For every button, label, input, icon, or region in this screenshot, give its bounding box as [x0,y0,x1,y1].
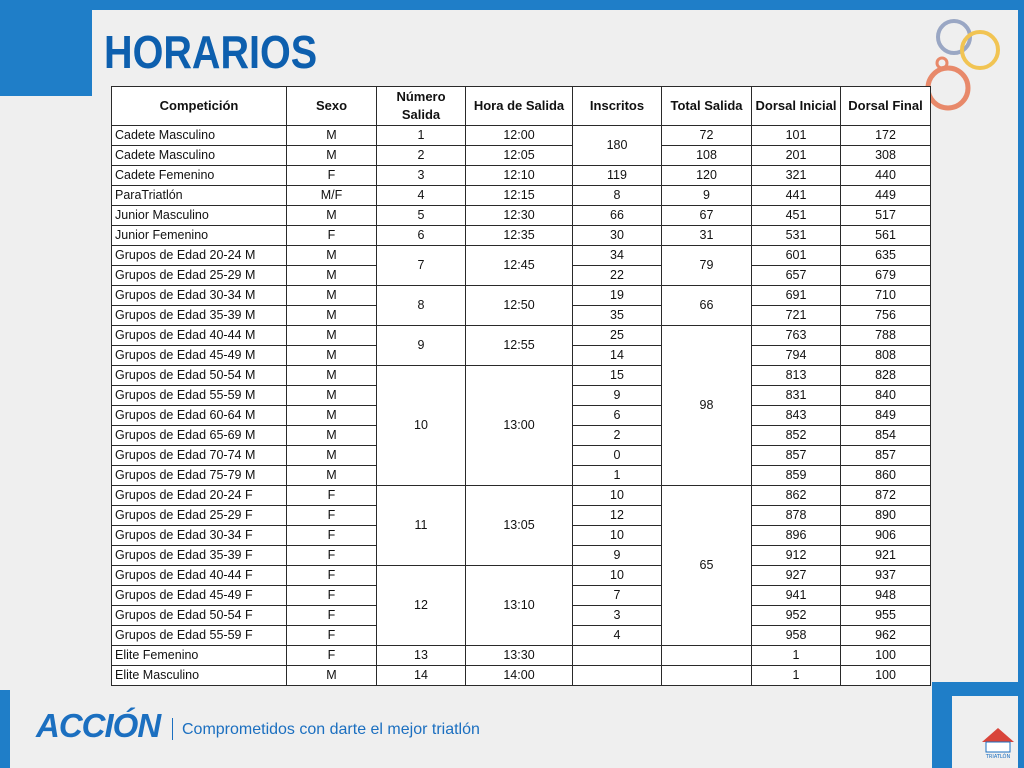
cell-sexo: F [287,526,377,546]
cell-hora-salida: 12:30 [466,206,573,226]
cell-dorsal-final: 808 [841,346,931,366]
cell-inscritos: 19 [573,286,662,306]
cell-sexo: F [287,486,377,506]
cell-numero-salida: 3 [377,166,466,186]
cell-total-salida: 98 [662,326,752,486]
cell-competicion: Grupos de Edad 65-69 M [112,426,287,446]
cell-total-salida: 31 [662,226,752,246]
cell-sexo: F [287,566,377,586]
cell-inscritos [573,646,662,666]
header-hora-salida: Hora de Salida [466,87,573,126]
cell-dorsal-final: 635 [841,246,931,266]
cell-competicion: Elite Femenino [112,646,287,666]
cell-dorsal-final: 948 [841,586,931,606]
cell-dorsal-inicial: 862 [752,486,841,506]
cell-dorsal-final: 561 [841,226,931,246]
cell-sexo: M/F [287,186,377,206]
cell-competicion: Junior Masculino [112,206,287,226]
cell-numero-salida: 14 [377,666,466,686]
cell-sexo: M [287,466,377,486]
cell-inscritos [573,666,662,686]
cell-dorsal-inicial: 794 [752,346,841,366]
cell-competicion: Grupos de Edad 35-39 F [112,546,287,566]
table-row [112,126,931,146]
table-row [112,246,931,266]
cell-inscritos: 2 [573,426,662,446]
cell-competicion: Grupos de Edad 50-54 M [112,366,287,386]
cell-inscritos: 1 [573,466,662,486]
cell-inscritos: 10 [573,566,662,586]
table-row [112,646,931,666]
cell-competicion: Grupos de Edad 55-59 F [112,626,287,646]
cell-competicion: Cadete Masculino [112,146,287,166]
cell-sexo: M [287,366,377,386]
cell-competicion: Grupos de Edad 45-49 F [112,586,287,606]
cell-sexo: M [287,246,377,266]
cell-sexo: F [287,606,377,626]
cell-competicion: Grupos de Edad 35-39 M [112,306,287,326]
cell-total-salida: 9 [662,186,752,206]
table-row [112,486,931,506]
cell-dorsal-final: 517 [841,206,931,226]
cell-sexo: M [287,346,377,366]
cell-sexo: M [287,326,377,346]
cell-sexo: M [287,206,377,226]
table-row [112,286,931,306]
cell-dorsal-inicial: 201 [752,146,841,166]
cell-dorsal-final: 872 [841,486,931,506]
cell-dorsal-final: 906 [841,526,931,546]
cell-total-salida [662,646,752,666]
cell-dorsal-inicial: 441 [752,186,841,206]
cell-competicion: Grupos de Edad 50-54 F [112,606,287,626]
cell-numero-salida: 13 [377,646,466,666]
cell-inscritos: 3 [573,606,662,626]
table-row [112,146,931,166]
cell-competicion: Grupos de Edad 20-24 M [112,246,287,266]
cell-sexo: M [287,446,377,466]
cell-dorsal-inicial: 691 [752,286,841,306]
header-total-salida: Total Salida [662,87,752,126]
cell-dorsal-inicial: 912 [752,546,841,566]
header-inscritos: Inscritos [573,87,662,126]
cell-hora-salida: 13:05 [466,486,573,566]
cell-sexo: M [287,126,377,146]
cell-dorsal-inicial: 763 [752,326,841,346]
cell-competicion: Grupos de Edad 40-44 F [112,566,287,586]
cell-hora-salida: 13:30 [466,646,573,666]
cell-inscritos: 6 [573,406,662,426]
cell-hora-salida: 14:00 [466,666,573,686]
cell-total-salida: 67 [662,206,752,226]
table-row [112,166,931,186]
cell-sexo: M [287,426,377,446]
cell-dorsal-inicial: 531 [752,226,841,246]
table-row [112,226,931,246]
cell-dorsal-final: 710 [841,286,931,306]
cell-dorsal-inicial: 927 [752,566,841,586]
cell-numero-salida: 11 [377,486,466,566]
cell-hora-salida: 12:45 [466,246,573,286]
cell-inscritos: 15 [573,366,662,386]
cell-hora-salida: 12:50 [466,286,573,326]
cell-dorsal-final: 449 [841,186,931,206]
table-row [112,326,931,346]
table-row [112,186,931,206]
cell-dorsal-final: 937 [841,566,931,586]
cell-dorsal-inicial: 321 [752,166,841,186]
cell-numero-salida: 1 [377,126,466,146]
cell-hora-salida: 12:10 [466,166,573,186]
cell-dorsal-inicial: 601 [752,246,841,266]
cell-numero-salida: 8 [377,286,466,326]
cell-dorsal-inicial: 101 [752,126,841,146]
header-sexo: Sexo [287,87,377,126]
brand-logo: ACCIÓN [36,707,161,744]
cell-hora-salida: 12:00 [466,126,573,146]
cell-numero-salida: 5 [377,206,466,226]
cell-inscritos: 119 [573,166,662,186]
cell-competicion: Grupos de Edad 20-24 F [112,486,287,506]
cell-total-salida: 108 [662,146,752,166]
cell-dorsal-inicial: 952 [752,606,841,626]
schedule-body [112,126,931,686]
cell-competicion: Junior Femenino [112,226,287,246]
cell-inscritos: 7 [573,586,662,606]
cell-dorsal-inicial: 1 [752,666,841,686]
cell-competicion: Grupos de Edad 75-79 M [112,466,287,486]
cell-competicion: ParaTriatlón [112,186,287,206]
cell-dorsal-final: 962 [841,626,931,646]
cell-numero-salida: 10 [377,366,466,486]
footer-divider [172,718,173,740]
cell-sexo: M [287,146,377,166]
cell-inscritos: 0 [573,446,662,466]
olympic-rings-icon [918,10,1008,122]
cell-sexo: M [287,386,377,406]
cell-sexo: M [287,666,377,686]
cell-dorsal-final: 854 [841,426,931,446]
cell-dorsal-inicial: 843 [752,406,841,426]
cell-inscritos: 22 [573,266,662,286]
svg-text:TRIATLÓN: TRIATLÓN [985,754,1011,760]
cell-inscritos: 8 [573,186,662,206]
cell-dorsal-inicial: 958 [752,626,841,646]
cell-competicion: Grupos de Edad 25-29 F [112,506,287,526]
cell-hora-salida: 12:55 [466,326,573,366]
cell-dorsal-inicial: 721 [752,306,841,326]
table-header-row [112,87,931,126]
cell-dorsal-inicial: 878 [752,506,841,526]
cell-inscritos: 9 [573,546,662,566]
page-title: HORARIOS [104,26,318,78]
cell-total-salida: 66 [662,286,752,326]
cell-numero-salida: 6 [377,226,466,246]
cell-sexo: F [287,646,377,666]
cell-dorsal-final: 955 [841,606,931,626]
cell-dorsal-final: 840 [841,386,931,406]
cell-dorsal-inicial: 831 [752,386,841,406]
cell-dorsal-final: 860 [841,466,931,486]
cell-total-salida: 72 [662,126,752,146]
cell-inscritos: 12 [573,506,662,526]
cell-inscritos: 14 [573,346,662,366]
cell-hora-salida: 12:35 [466,226,573,246]
cell-dorsal-inicial: 857 [752,446,841,466]
cell-inscritos: 180 [573,126,662,166]
cell-total-salida: 120 [662,166,752,186]
cell-inscritos: 35 [573,306,662,326]
cell-dorsal-inicial: 657 [752,266,841,286]
cell-competicion: Grupos de Edad 30-34 M [112,286,287,306]
cell-sexo: M [287,306,377,326]
cell-dorsal-final: 828 [841,366,931,386]
cell-competicion: Elite Masculino [112,666,287,686]
cell-inscritos: 4 [573,626,662,646]
cell-dorsal-final: 679 [841,266,931,286]
header-dorsal-final: Dorsal Final [841,87,931,126]
cell-hora-salida: 13:00 [466,366,573,486]
cell-sexo: F [287,626,377,646]
cell-inscritos: 25 [573,326,662,346]
cell-competicion: Grupos de Edad 55-59 M [112,386,287,406]
cell-inscritos: 34 [573,246,662,266]
header-numero-salida: Número Salida [377,87,466,126]
cell-dorsal-inicial: 1 [752,646,841,666]
table-row [112,206,931,226]
cell-competicion: Cadete Femenino [112,166,287,186]
table-row [112,666,931,686]
cell-dorsal-inicial: 813 [752,366,841,386]
cell-inscritos: 66 [573,206,662,226]
cell-sexo: F [287,166,377,186]
cell-dorsal-final: 172 [841,126,931,146]
cell-inscritos: 30 [573,226,662,246]
cell-dorsal-inicial: 941 [752,586,841,606]
cell-sexo: F [287,226,377,246]
cell-competicion: Grupos de Edad 70-74 M [112,446,287,466]
cell-numero-salida: 9 [377,326,466,366]
schedule-table [111,86,931,686]
header-competicion: Competición [112,87,287,126]
cell-dorsal-final: 440 [841,166,931,186]
cell-competicion: Grupos de Edad 45-49 M [112,346,287,366]
header-dorsal-inicial: Dorsal Inicial [752,87,841,126]
cell-dorsal-final: 756 [841,306,931,326]
triathlon-house-icon [980,726,1016,760]
cell-competicion: Grupos de Edad 30-34 F [112,526,287,546]
cell-sexo: M [287,266,377,286]
cell-dorsal-final: 308 [841,146,931,166]
cell-sexo: F [287,586,377,606]
cell-dorsal-final: 857 [841,446,931,466]
table-row [112,366,931,386]
cell-hora-salida: 12:15 [466,186,573,206]
cell-inscritos: 10 [573,486,662,506]
cell-numero-salida: 7 [377,246,466,286]
cell-total-salida: 79 [662,246,752,286]
cell-dorsal-final: 921 [841,546,931,566]
cell-sexo: F [287,546,377,566]
cell-competicion: Grupos de Edad 40-44 M [112,326,287,346]
table-row [112,566,931,586]
cell-dorsal-final: 788 [841,326,931,346]
cell-dorsal-final: 100 [841,666,931,686]
cell-sexo: F [287,506,377,526]
cell-sexo: M [287,406,377,426]
cell-total-salida [662,666,752,686]
cell-dorsal-final: 100 [841,646,931,666]
cell-total-salida: 65 [662,486,752,646]
cell-competicion: Cadete Masculino [112,126,287,146]
cell-numero-salida: 2 [377,146,466,166]
cell-sexo: M [287,286,377,306]
cell-dorsal-inicial: 896 [752,526,841,546]
cell-dorsal-inicial: 852 [752,426,841,446]
cell-dorsal-inicial: 451 [752,206,841,226]
cell-numero-salida: 4 [377,186,466,206]
footer-slogan: Comprometidos con darte el mejor triatlón [182,721,480,738]
cell-numero-salida: 12 [377,566,466,646]
cell-inscritos: 10 [573,526,662,546]
cell-dorsal-inicial: 859 [752,466,841,486]
cell-dorsal-final: 890 [841,506,931,526]
cell-hora-salida: 13:10 [466,566,573,646]
cell-competicion: Grupos de Edad 60-64 M [112,406,287,426]
cell-dorsal-final: 849 [841,406,931,426]
cell-hora-salida: 12:05 [466,146,573,166]
cell-inscritos: 9 [573,386,662,406]
cell-competicion: Grupos de Edad 25-29 M [112,266,287,286]
